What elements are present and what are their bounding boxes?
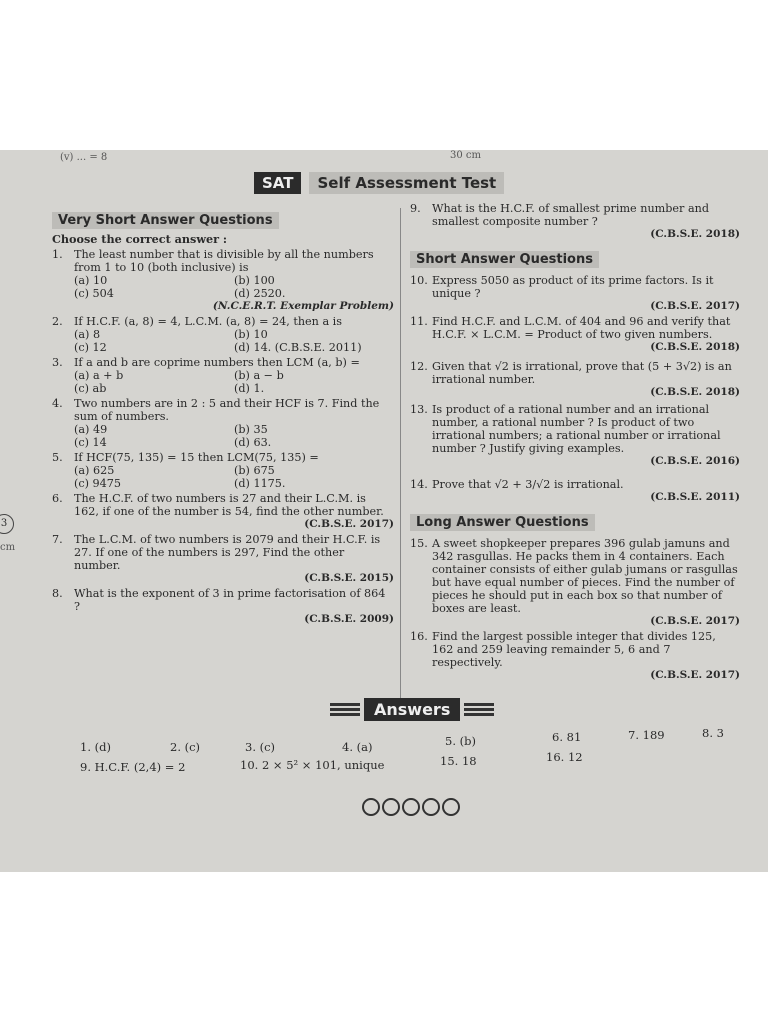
option: (c) 9475 [74, 477, 122, 490]
option: (a) 49 [74, 423, 108, 436]
question-number: 15. [410, 537, 428, 550]
question-source: (C.B.S.E. 2017) [650, 615, 740, 627]
option: (d) 1175. [234, 477, 286, 490]
question-number: 7. [52, 533, 63, 546]
section-heading-short: Short Answer Questions [410, 251, 599, 268]
question-text: What is the exponent of 3 in prime factorisation of 864 ? [74, 587, 386, 613]
question-number: 5. [52, 451, 63, 464]
question-11 [410, 315, 740, 341]
question-5 [52, 451, 394, 464]
question-source: (C.B.S.E. 2018) [650, 228, 740, 240]
question-source: (C.B.S.E. 2016) [650, 455, 740, 467]
option: (b) 35 [234, 423, 268, 436]
question-number: 4. [52, 397, 63, 410]
answer-item: 7. 189 [628, 728, 665, 742]
question-text: Given that √2 is irrational, prove that (5 + 3√2) is an irrational number. [432, 360, 732, 386]
question-14 [410, 478, 740, 491]
margin-number: 3 [0, 514, 14, 534]
question-text: The L.C.M. of two numbers is 2079 and their H.C.F. is 27. If one of the numbers is 297, Find the other number. [74, 533, 381, 572]
previous-page-fragment-right: 30 cm [450, 150, 481, 161]
question-2 [52, 315, 394, 328]
textbook-page [0, 150, 768, 872]
answer-item: 1. (d) [80, 740, 111, 754]
left-column [52, 212, 394, 626]
question-number: 10. [410, 274, 428, 287]
question-number: 6. [52, 492, 63, 505]
option: (b) 675 [234, 464, 275, 477]
section-end-ornament [362, 798, 460, 816]
question-number: 14. [410, 478, 428, 491]
option: (c) 504 [74, 287, 114, 300]
question-source: (C.B.S.E. 2017) [650, 669, 740, 681]
question-8 [52, 587, 394, 613]
answer-item: 6. 81 [552, 730, 582, 744]
option: (b) 100 [234, 274, 275, 287]
option: (c) ab [74, 382, 107, 395]
question-text: If a and b are coprime numbers then LCM (a, b) = [74, 356, 360, 369]
option: (d) 63. [234, 436, 272, 449]
question-number: 8. [52, 587, 63, 600]
question-text: What is the H.C.F. of smallest prime number and smallest composite number ? [432, 202, 709, 228]
ornament-circle [402, 798, 420, 816]
question-number: 2. [52, 315, 63, 328]
option: (c) 14 [74, 436, 107, 449]
question-text: Is product of a rational number and an irrational number, a rational number ? Is product of two irrational numbers; a rational number or irrational number ? Justify giving examples. [432, 403, 721, 455]
options-2 [52, 328, 394, 354]
question-source: (C.B.S.E. 2017) [304, 518, 394, 530]
answer-item: 3. (c) [245, 740, 276, 754]
banner-lines-right [464, 701, 494, 718]
question-15 [410, 537, 740, 615]
ornament-circle [362, 798, 380, 816]
sat-badge: SAT [254, 172, 301, 194]
question-text: If HCF(75, 135) = 15 then LCM(75, 135) = [74, 451, 319, 464]
question-number: 3. [52, 356, 63, 369]
question-source: (C.B.S.E. 2018) [650, 386, 740, 398]
answer-item: 8. 3 [702, 726, 724, 740]
question-text: The least number that is divisible by all the numbers from 1 to 10 (both inclusive) is [74, 248, 374, 274]
previous-page-fragment: (v) ... = 8 [60, 152, 108, 163]
question-3 [52, 356, 394, 369]
options-3 [52, 369, 394, 395]
option: (b) a − b [234, 369, 284, 382]
answers-heading: Answers [364, 698, 460, 721]
answer-item: 16. 12 [546, 750, 583, 764]
question-number: 1. [52, 248, 63, 261]
question-text: If H.C.F. (a, 8) = 4, L.C.M. (a, 8) = 24, then a is [74, 315, 342, 328]
page-title: Self Assessment Test [309, 172, 504, 194]
question-text: Prove that √2 + 3/√2 is irrational. [432, 478, 624, 491]
question-13 [410, 403, 740, 455]
question-source: (C.B.S.E. 2017) [650, 300, 740, 312]
question-16 [410, 630, 740, 669]
ornament-circle [442, 798, 460, 816]
sat-header [254, 172, 504, 194]
section-heading-very-short: Very Short Answer Questions [52, 212, 279, 229]
option: (b) 10 [234, 328, 268, 341]
option: (d) 14. (C.B.S.E. 2011) [234, 341, 362, 354]
right-column [410, 200, 740, 682]
question-9 [410, 202, 740, 228]
question-number: 16. [410, 630, 428, 643]
margin-unit: cm [0, 542, 16, 553]
question-source: (N.C.E.R.T. Exemplar Problem) [212, 300, 394, 312]
question-10 [410, 274, 740, 300]
options-4 [52, 423, 394, 449]
question-text: Find the largest possible integer that divides 125, 162 and 259 leaving remainder 5, 6 and 7 respectively. [432, 630, 716, 669]
question-number: 13. [410, 403, 428, 416]
answer-item: 10. 2 × 5² × 101, unique [240, 758, 385, 772]
question-source: (C.B.S.E. 2015) [304, 572, 394, 584]
question-text: The H.C.F. of two numbers is 27 and their L.C.M. is 162, if one of the number is 54, find the other number. [74, 492, 384, 518]
question-number: 9. [410, 202, 421, 215]
option: (a) 625 [74, 464, 115, 477]
ornament-circle [422, 798, 440, 816]
question-source: (C.B.S.E. 2011) [650, 491, 740, 503]
answer-item: 9. H.C.F. (2,4) = 2 [80, 760, 186, 774]
option: (d) 1. [234, 382, 265, 395]
instruction: Choose the correct answer : [52, 232, 227, 246]
question-number: 12. [410, 360, 428, 373]
answers-banner [330, 698, 494, 721]
question-text: Find H.C.F. and L.C.M. of 404 and 96 and verify that H.C.F. × L.C.M. = Product of two given numbers. [432, 315, 731, 341]
question-7 [52, 533, 394, 572]
section-heading-long: Long Answer Questions [410, 514, 595, 531]
question-source: (C.B.S.E. 2009) [304, 613, 394, 625]
question-text: A sweet shopkeeper prepares 396 gulab jamuns and 342 rasgullas. He packs them in 4 containers. Each container consists of either gulab jumans or rasgullas but have equal number of pieces. Find the number of pieces he should put in each box so that number of boxes are least. [432, 537, 738, 615]
answer-item: 5. (b) [445, 734, 476, 748]
question-text: Express 5050 as product of its prime factors. Is it unique ? [432, 274, 714, 300]
question-text: Two numbers are in 2 : 5 and their HCF is 7. Find the sum of numbers. [74, 397, 380, 423]
question-1 [52, 248, 394, 274]
options-1 [52, 274, 394, 300]
column-divider [400, 208, 401, 698]
ornament-circle [382, 798, 400, 816]
option: (d) 2520. [234, 287, 286, 300]
option: (c) 12 [74, 341, 107, 354]
answer-item: 2. (c) [170, 740, 201, 754]
question-6 [52, 492, 394, 518]
option: (a) 10 [74, 274, 108, 287]
banner-lines-left [330, 701, 360, 718]
answer-item: 15. 18 [440, 754, 477, 768]
answer-item: 4. (a) [342, 740, 373, 754]
options-5 [52, 464, 394, 490]
question-source: (C.B.S.E. 2018) [650, 341, 740, 353]
option: (a) a + b [74, 369, 124, 382]
question-number: 11. [410, 315, 428, 328]
option: (a) 8 [74, 328, 101, 341]
question-12 [410, 360, 740, 386]
question-4 [52, 397, 394, 423]
